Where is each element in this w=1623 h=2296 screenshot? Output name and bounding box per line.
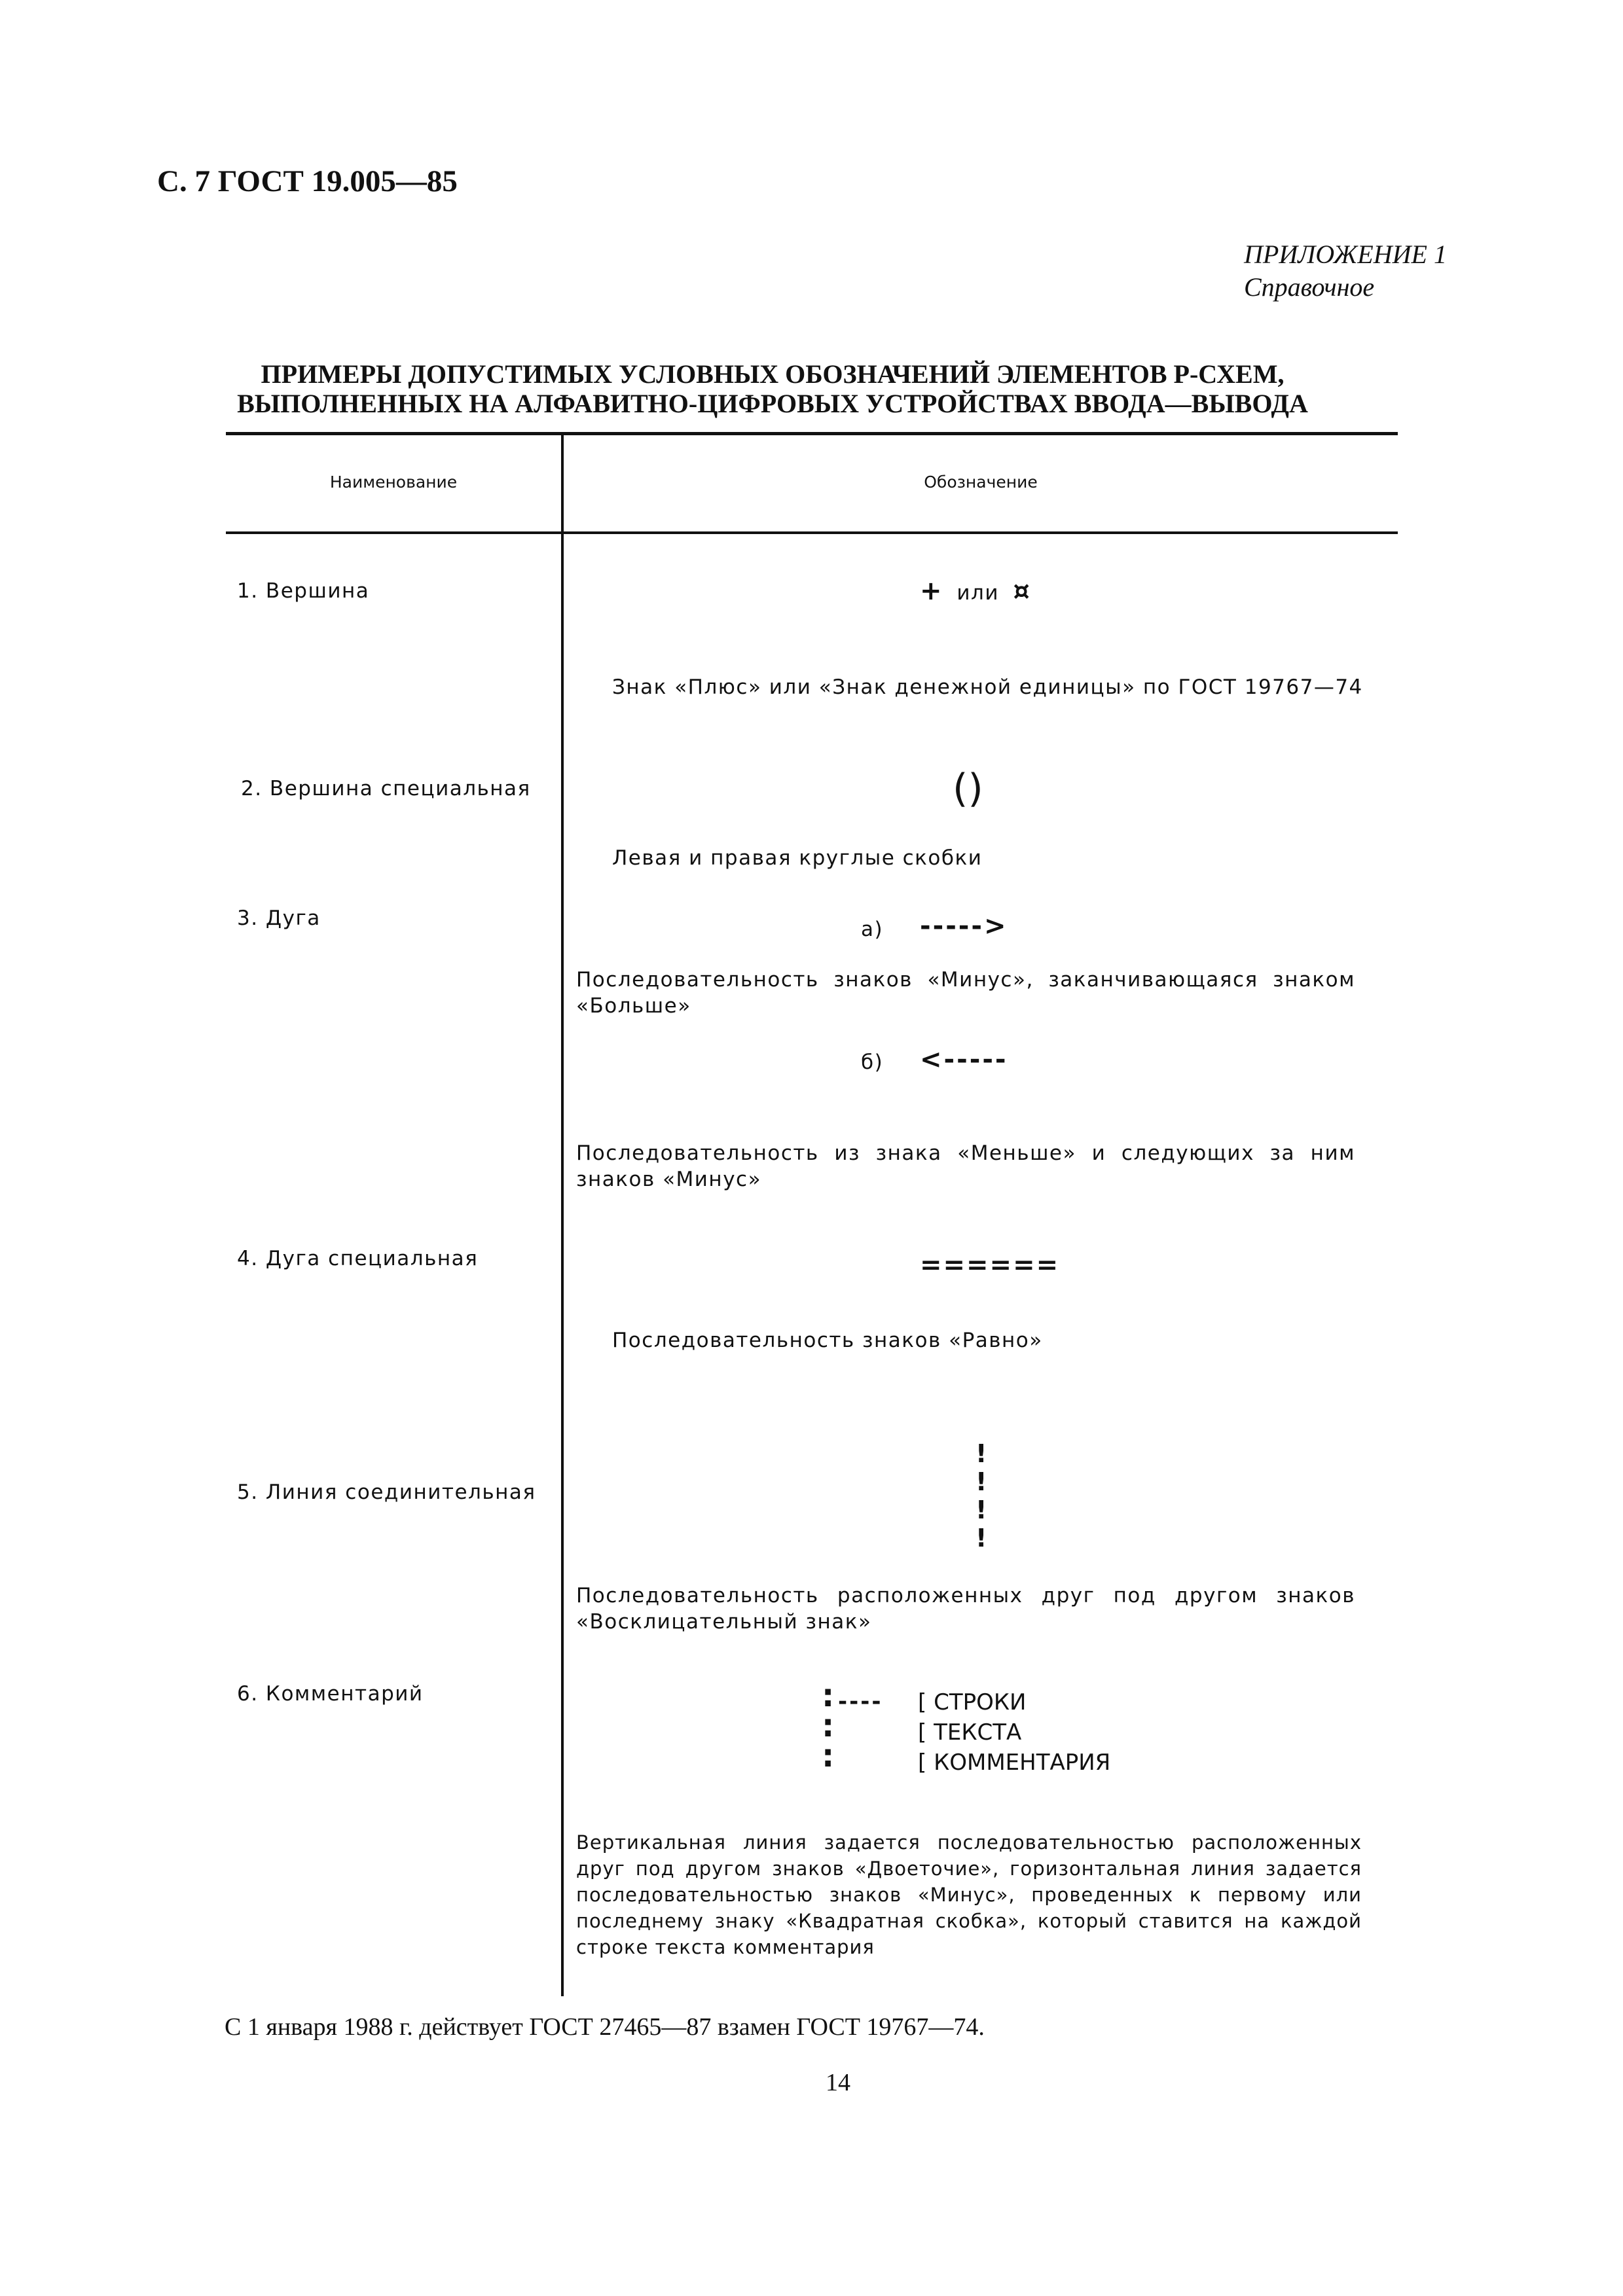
appendix-note: Справочное bbox=[1244, 272, 1375, 302]
vertex-symbol bbox=[920, 576, 1030, 606]
column-header-symbol: Обозначение bbox=[924, 473, 1038, 492]
colon-mark: : bbox=[822, 1708, 835, 1744]
bracket-mark: [ bbox=[918, 1719, 927, 1746]
column-header-name: Наименование bbox=[329, 473, 458, 492]
table-header-rule bbox=[226, 531, 1398, 534]
table-top-rule bbox=[226, 432, 1398, 435]
comment-block bbox=[918, 1687, 1110, 1778]
row-desc-special-vertex: Левая и правая круглые скобки bbox=[612, 846, 983, 870]
comment-line: ТЕКСТА bbox=[934, 1719, 1022, 1746]
dash-connector-symbol: ---- bbox=[838, 1689, 883, 1715]
exclamation-mark: ! bbox=[976, 1496, 987, 1524]
comment-line: КОММЕНТАРИЯ bbox=[934, 1749, 1111, 1776]
row-desc-connecting-line: Последовательность расположенных друг под другом знаков «Восклицательный знак» bbox=[576, 1584, 1355, 1634]
arc-arrow-right-symbol: -----> bbox=[920, 911, 1008, 941]
arc-arrow-left-symbol: <----- bbox=[920, 1045, 1008, 1075]
comment-line: СТРОКИ bbox=[934, 1689, 1027, 1715]
exclamation-mark: ! bbox=[976, 1467, 987, 1496]
currency-sign-symbol: ¤ bbox=[1013, 576, 1031, 606]
page-number: 14 bbox=[826, 2069, 850, 2096]
row-name-arc: 3. Дуга bbox=[237, 906, 321, 930]
title-line-2: ВЫПОЛНЕННЫХ НА АЛФАВИТНО-ЦИФРОВЫХ УСТРОЙСТВАХ ВВОДА—ВЫВОДА bbox=[237, 389, 1308, 418]
row-name-connecting-line: 5. Линия соединительная bbox=[237, 1480, 536, 1504]
colon-mark: : bbox=[822, 1738, 835, 1774]
appendix-label: ПРИЛОЖЕНИЕ 1 bbox=[1244, 240, 1447, 269]
page-reference: С. 7 ГОСТ 19.005—85 bbox=[157, 164, 458, 198]
plus-symbol: + bbox=[920, 576, 943, 606]
equals-sequence-symbol: ====== bbox=[920, 1250, 1060, 1280]
arc-label-a: а) bbox=[861, 918, 884, 941]
row-desc-vertex: Знак «Плюс» или «Знак денежной единицы» по ГОСТ 19767—74 bbox=[612, 675, 1363, 699]
row-desc-arc-a: Последовательность знаков «Минус», заканчивающаяся знаком «Больше» bbox=[576, 968, 1355, 1018]
parentheses-symbol: () bbox=[953, 766, 983, 812]
colon-column-symbol bbox=[822, 1677, 835, 1774]
arc-label-b: б) bbox=[861, 1050, 884, 1074]
exclamation-column-symbol bbox=[976, 1440, 987, 1552]
colon-mark: : bbox=[822, 1677, 835, 1714]
exclamation-mark: ! bbox=[976, 1524, 987, 1552]
row-name-comment: 6. Комментарий bbox=[237, 1682, 424, 1706]
row-name-vertex: 1. Вершина bbox=[237, 579, 370, 603]
row-name-special-arc: 4. Дуга специальная bbox=[237, 1247, 479, 1270]
row-desc-comment: Вертикальная линия задается последовательностью расположенных друг под другом знаков «Двоеточие», горизонтальная линия задается последовательностью знаков «Минус», проведенных к первому или последнему знаку «Квадратная скобка», который ставится на каждой строке текста комментария bbox=[576, 1831, 1362, 1958]
bracket-mark: [ bbox=[918, 1689, 927, 1715]
or-word: или bbox=[957, 581, 999, 605]
footnote: С 1 января 1988 г. действует ГОСТ 27465—87 взамен ГОСТ 19767—74. bbox=[225, 2013, 985, 2041]
exclamation-mark: ! bbox=[976, 1439, 987, 1468]
table-column-divider bbox=[561, 432, 564, 1996]
row-desc-arc-b: Последовательность из знака «Меньше» и следующих за ним знаков «Минус» bbox=[576, 1141, 1355, 1191]
row-name-special-vertex: 2. Вершина специальная bbox=[241, 777, 531, 800]
row-desc-special-arc: Последовательность знаков «Равно» bbox=[612, 1329, 1043, 1352]
title-line-1: ПРИМЕРЫ ДОПУСТИМЫХ УСЛОВНЫХ ОБОЗНАЧЕНИЙ ЭЛЕМЕНТОВ Р-СХЕМ, bbox=[261, 359, 1285, 389]
bracket-mark: [ bbox=[918, 1749, 927, 1776]
